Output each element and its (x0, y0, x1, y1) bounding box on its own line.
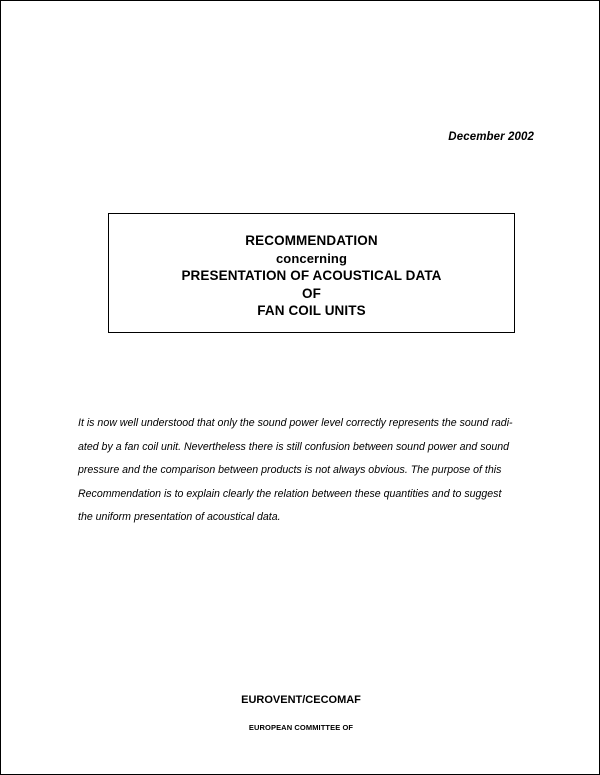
abstract-line: pressure and the comparison between products is not always obvious. The purpose of this (78, 464, 502, 476)
abstract-line: the uniform presentation of acoustical data. (78, 511, 281, 523)
title-presentation: PRESENTATION OF ACOUSTICAL DATA (181, 268, 442, 283)
title-of: OF (302, 285, 321, 301)
abstract-line: Recommendation is to explain clearly the relation between these quantities and to suggest (78, 487, 502, 500)
title-concerning: concerning (275, 250, 348, 266)
document-date: December 2002 (448, 131, 534, 143)
abstract-line: It is now well understood that only the sound power level correctly represents the sound radi- (78, 417, 513, 429)
title-fan-coil-units: FAN COIL UNITS (257, 303, 366, 318)
title-box (108, 213, 515, 333)
organization-full-name: EUROPEAN COMMITTEE OF (248, 723, 354, 732)
organization-name: EUROVENT/CECOMAF (241, 694, 361, 706)
title-recommendation: RECOMMENDATION (245, 233, 378, 248)
abstract-paragraph (78, 412, 524, 530)
abstract-line: ated by a fan coil unit. Nevertheless there is still confusion between sound power and sound (78, 440, 510, 453)
